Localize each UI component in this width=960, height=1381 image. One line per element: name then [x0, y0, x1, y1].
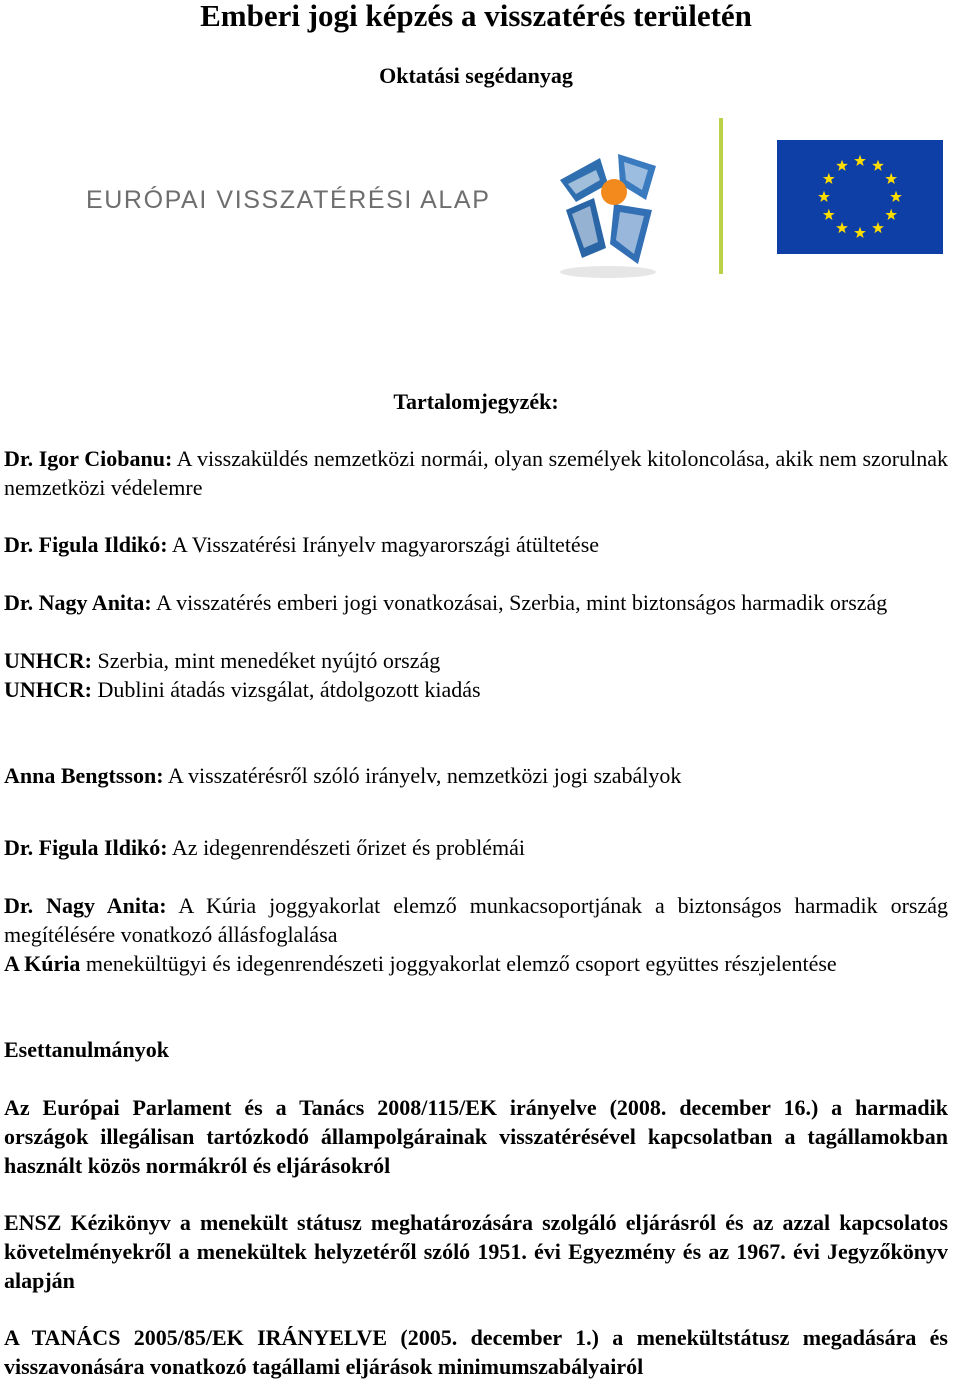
toc-heading: Tartalomjegyzék:	[393, 389, 559, 414]
toc-entry-text: A visszatérés emberi jogi vonatkozásai, Szerbia, mint biztonságos harmadik ország	[151, 590, 888, 615]
toc-entry-author: A Kúria	[4, 951, 81, 976]
toc-entry-author: Dr. Nagy Anita:	[4, 893, 167, 918]
toc-entry-author: UNHCR:	[4, 677, 92, 702]
toc-entry	[4, 761, 948, 790]
toc-entry	[4, 588, 948, 617]
toc-entry	[4, 891, 948, 949]
toc-entry-author: UNHCR:	[4, 648, 92, 673]
eu-flag-icon	[777, 140, 943, 254]
toc-entry	[4, 530, 948, 559]
toc-section-directive-2005: A TANÁCS 2005/85/EK IRÁNYELVE (2005. december 1.) a menekültstátusz megadására és visszavonására vonatkozó tagállami eljárások minimumszabályairól	[4, 1325, 948, 1379]
return-fund-logo-icon	[548, 140, 668, 280]
toc-entry-text: A Kúria joggyakorlat elemző munkacsoportjának a biztonságos harmadik ország megítélésére vonatkozó állásfoglalása	[4, 893, 948, 947]
toc-entry-author: Anna Bengtsson:	[4, 763, 164, 788]
toc-entry-text: A Visszatérési Irányelv magyarországi átültetése	[167, 532, 600, 557]
toc-entry-text: Az idegenrendészeti őrizet és problémái	[167, 835, 525, 860]
toc-entry	[4, 949, 948, 978]
toc-entry-text: Szerbia, mint menedéket nyújtó ország	[92, 648, 441, 673]
toc-entry-text: Dublini átadás vizsgálat, átdolgozott kiadás	[92, 677, 481, 702]
toc-entry-text: menekültügyi és idegenrendészeti joggyakorlat elemző csoport együttes részjelentése	[80, 951, 837, 976]
toc-section-unhcr-handbook: ENSZ Kézikönyv a menekült státusz meghatározására szolgáló eljárásról és az azzal kapcsolatos követelményekről a menekültek helyzetéről szóló 1951. évi Egyezmény és az 1967. évi Jegyzőkönyv alapján	[4, 1210, 948, 1293]
toc-section-case-studies: Esettanulmányok	[4, 1037, 170, 1062]
fund-name-text: EURÓPAI VISSZATÉRÉSI ALAP	[86, 186, 491, 214]
logo-row	[0, 110, 960, 280]
toc-entry	[4, 675, 948, 704]
toc-entry-author: Dr. Nagy Anita:	[4, 590, 152, 615]
toc-entry-author: Dr. Figula Ildikó:	[4, 532, 168, 557]
toc-entry-author: Dr. Figula Ildikó:	[4, 835, 168, 860]
document-subtitle: Oktatási segédanyag	[379, 63, 573, 88]
logo-divider	[719, 118, 723, 274]
toc-entry	[4, 833, 948, 862]
toc-entry-author: Dr. Igor Ciobanu:	[4, 446, 173, 471]
toc-entry-text: A visszaküldés nemzetközi normái, olyan személyek kitoloncolása, akik nem szorulnak nemzetközi védelemre	[4, 446, 948, 500]
toc-entry	[4, 646, 948, 675]
toc-entry	[4, 444, 948, 502]
toc-entry-text: A visszatérésről szóló irányelv, nemzetközi jogi szabályok	[163, 763, 682, 788]
document-title: Emberi jogi képzés a visszatérés területén	[200, 0, 752, 33]
toc-section-directive-2008: Az Európai Parlament és a Tanács 2008/115/EK irányelve (2008. december 16.) a harmadik országok illegálisan tartózkodó állampolgárainak visszatérésével kapcsolatban a tagállamokban használt közös normákról és eljárásokról	[4, 1095, 948, 1178]
